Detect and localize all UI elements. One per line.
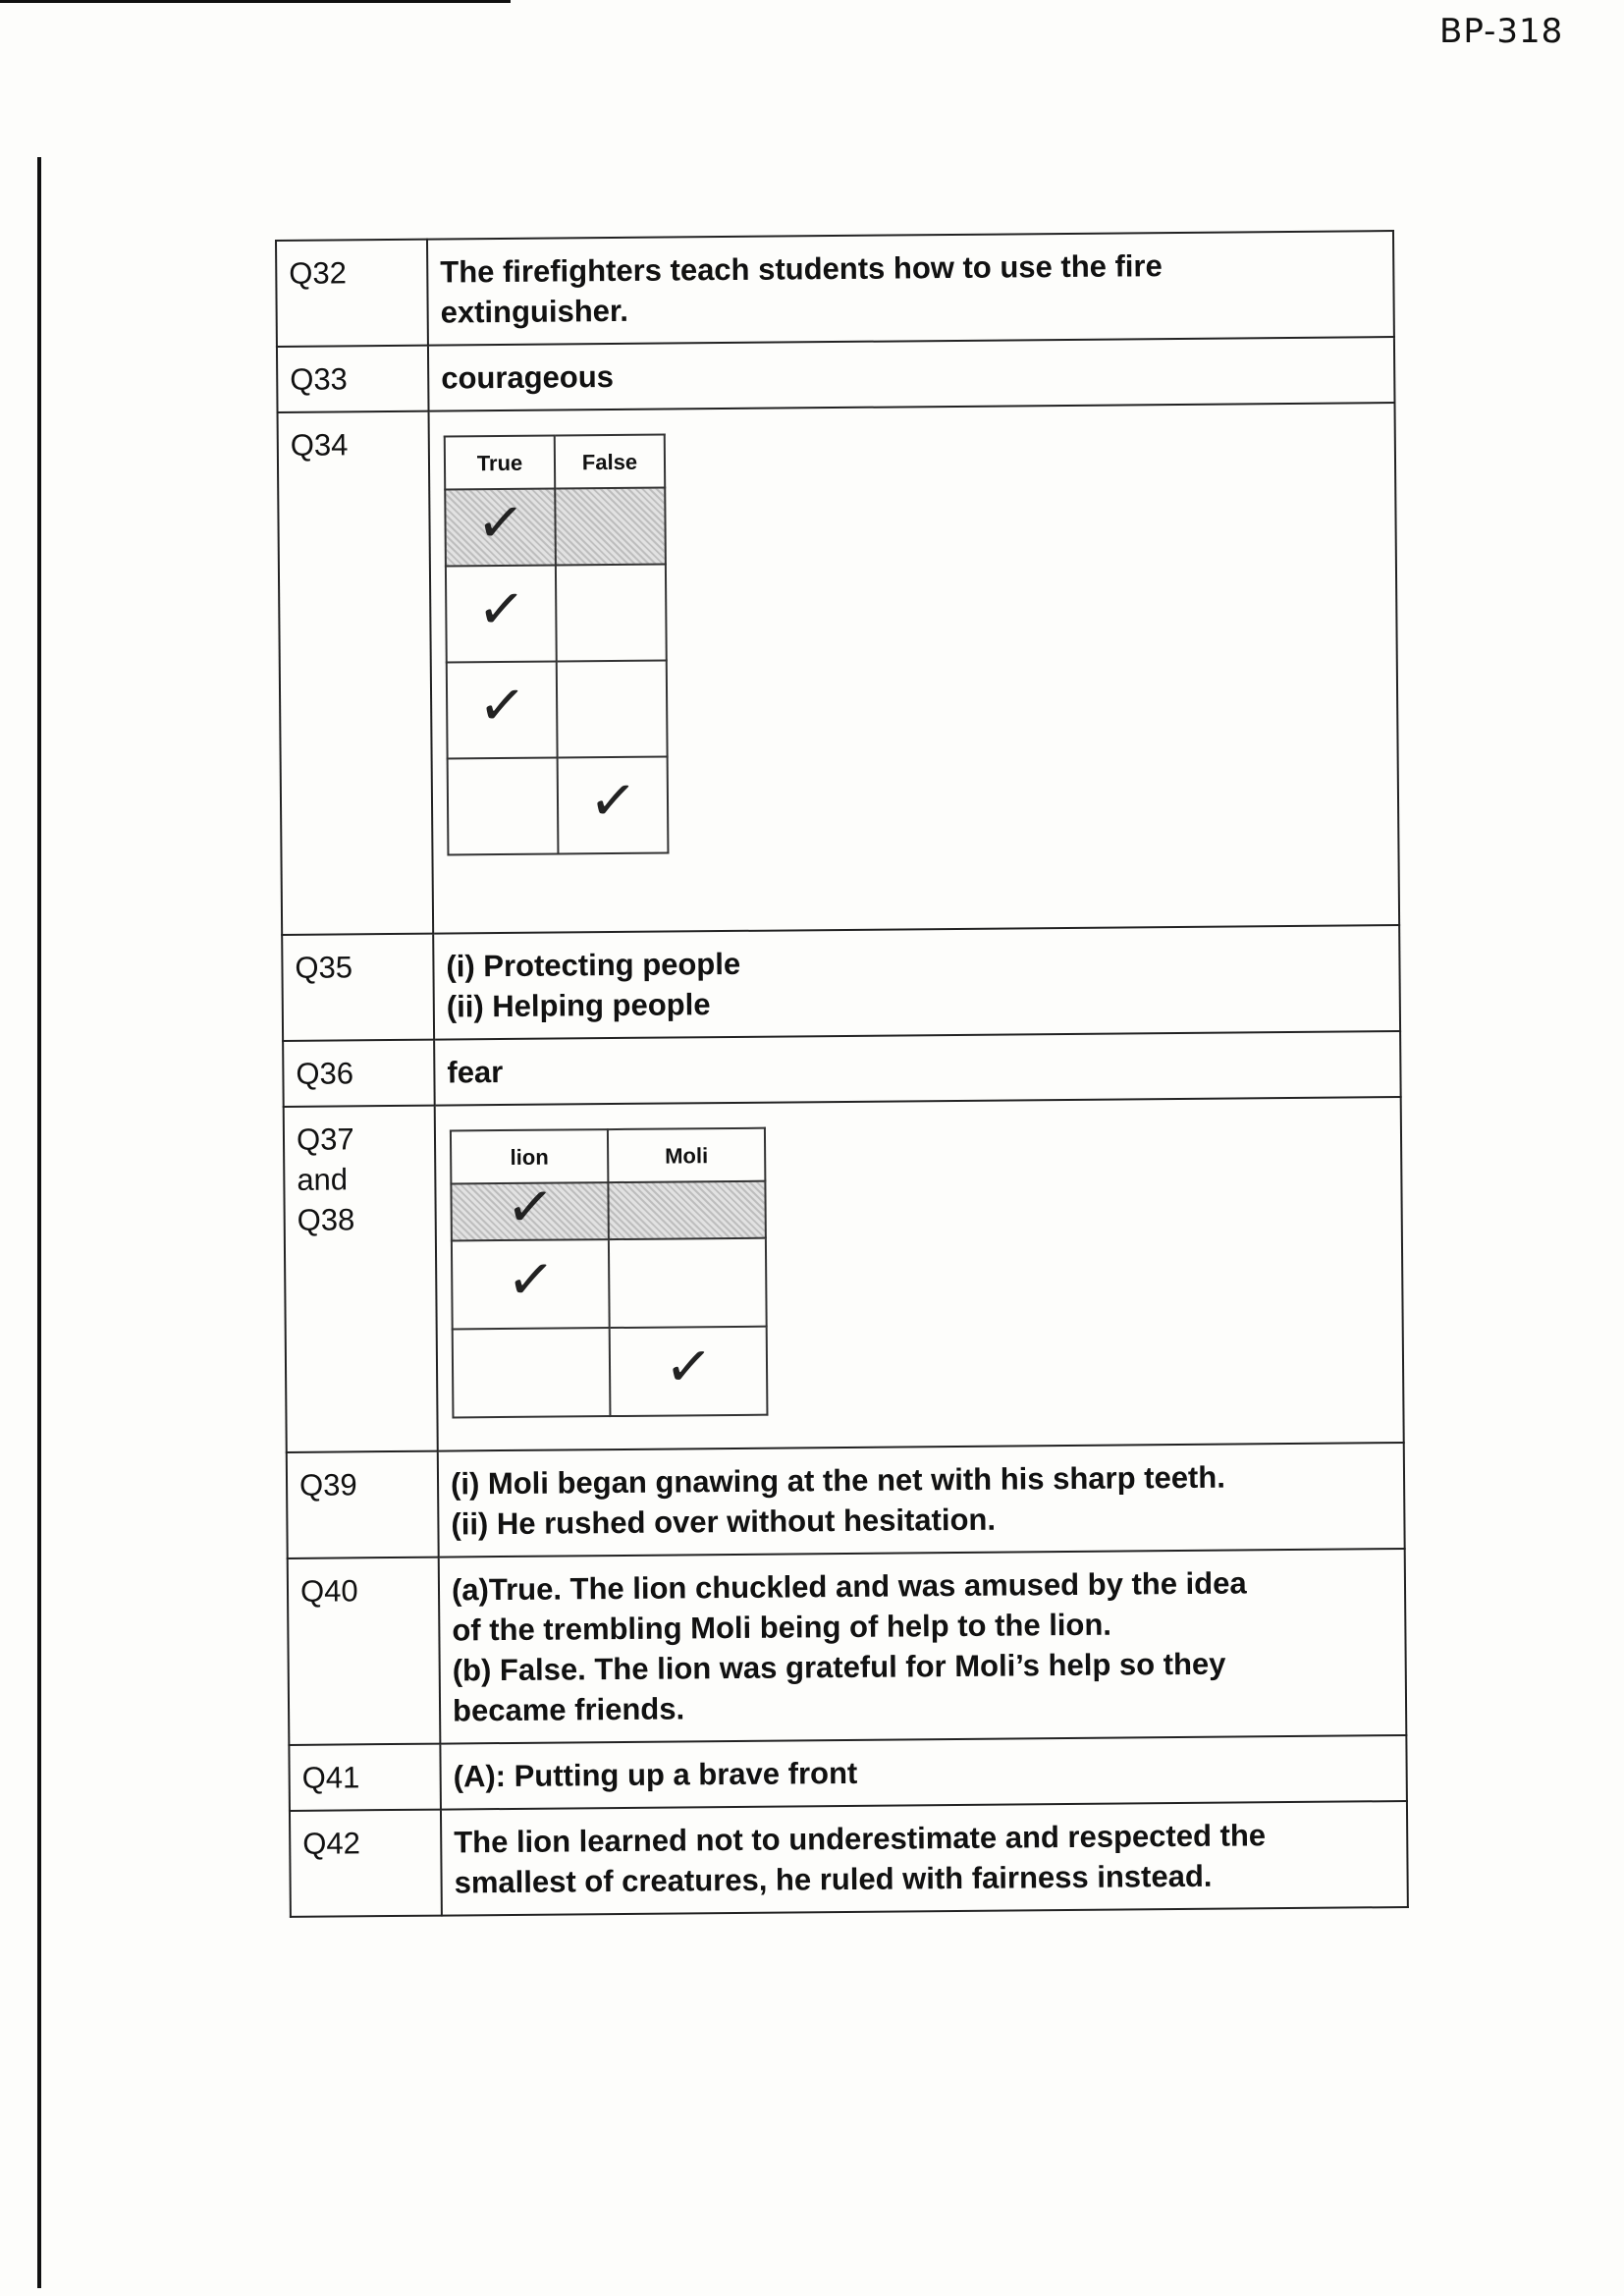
question-number [284,1106,438,1452]
answer-line: (A): Putting up a brave front [453,1755,858,1794]
tick-mark: ✓ [661,1331,716,1402]
column-header-lion: lion [451,1129,608,1183]
answer-sheet [275,230,1409,1918]
answer-row-q40 [288,1549,1407,1745]
answer-tick-table-cell [435,1097,1404,1451]
tick-mark: ✓ [503,1243,558,1315]
tick-mark: ✓ [473,486,528,559]
tick-mark: ✓ [473,573,528,645]
answer-line: The firefighters teach students how to use the fire [440,248,1163,290]
question-number-line: and [297,1162,349,1197]
question-number: Q42 [290,1810,442,1917]
tick-cell [448,758,559,855]
question-number: Q39 [287,1451,439,1558]
tick-cell [446,566,557,663]
answer-line: (i) Moli began gnawing at the net with his sharp teeth. [450,1459,1225,1502]
answer-text [433,925,1400,1040]
tick-mark: ✓ [503,1171,558,1242]
tick-mark: ✓ [474,669,529,741]
answer-line: smallest of creatures, he ruled with fairness instead. [454,1858,1213,1900]
lion-moli-tick-table [450,1127,769,1419]
answer-text [440,1735,1407,1810]
tick-cell [555,488,666,566]
answer-line: (ii) He rushed over without hesitation. [451,1502,997,1542]
tick-cell [610,1327,768,1416]
tick-cell [447,662,558,759]
tick-cell [558,757,669,854]
answer-text [428,337,1395,411]
answer-line: (b) False. The lion was grateful for Moli’s help so they [452,1646,1226,1688]
tick-cell [556,565,667,662]
answer-row-q36 [283,1031,1401,1107]
answer-text [441,1801,1408,1916]
answer-line: became friends. [452,1691,685,1728]
column-header-false: False [555,435,665,489]
page-code: BP-318 [1439,12,1564,51]
answer-text [439,1549,1407,1744]
answer-line: of the trembling Moli being of help to the lion. [452,1607,1112,1648]
answer-line: extinguisher. [440,293,629,330]
question-number: Q32 [276,240,428,347]
answer-row-q42 [290,1801,1408,1917]
answer-text [434,1031,1401,1106]
question-number: Q35 [282,934,434,1041]
tick-cell [608,1181,766,1239]
tick-cell [557,661,668,758]
top-scan-rule [0,0,511,3]
question-number: Q40 [288,1558,441,1745]
answer-line: courageous [441,358,615,396]
tick-cell [451,1171,609,1242]
answer-text [427,231,1394,346]
tick-cell [453,1328,611,1417]
question-number-line: Q38 [297,1202,355,1237]
tick-cell [452,1239,610,1329]
column-header-moli: Moli [608,1128,765,1182]
answer-line: fear [447,1055,504,1090]
answer-row-q34 [278,403,1400,935]
tick-cell [445,486,556,567]
answer-text [438,1443,1405,1558]
question-number: Q34 [278,411,434,935]
question-number: Q33 [277,346,429,412]
answer-line: (a)True. The lion chuckled and was amused by the idea [451,1565,1247,1608]
left-scan-rule [37,157,41,2288]
answer-line: (ii) Helping people [446,987,711,1024]
answer-row-q41 [289,1735,1407,1811]
answer-row-q35 [282,925,1400,1041]
question-number: Q41 [289,1744,441,1811]
question-number: Q36 [283,1040,435,1107]
answer-row-q39 [287,1443,1405,1558]
answer-row-q37-q38 [284,1097,1404,1452]
answer-line: (i) Protecting people [446,946,741,984]
tick-mark: ✓ [585,764,640,837]
tick-cell [609,1238,767,1328]
answer-line: The lion learned not to underestimate and respected the [454,1818,1267,1860]
true-false-tick-table [444,434,670,856]
column-header-true: True [445,436,555,490]
answer-row-q32 [276,231,1394,347]
answer-tick-table-cell [429,403,1400,934]
answer-table [275,230,1409,1918]
question-number-line: Q37 [296,1121,354,1157]
answer-row-q33 [277,337,1395,412]
